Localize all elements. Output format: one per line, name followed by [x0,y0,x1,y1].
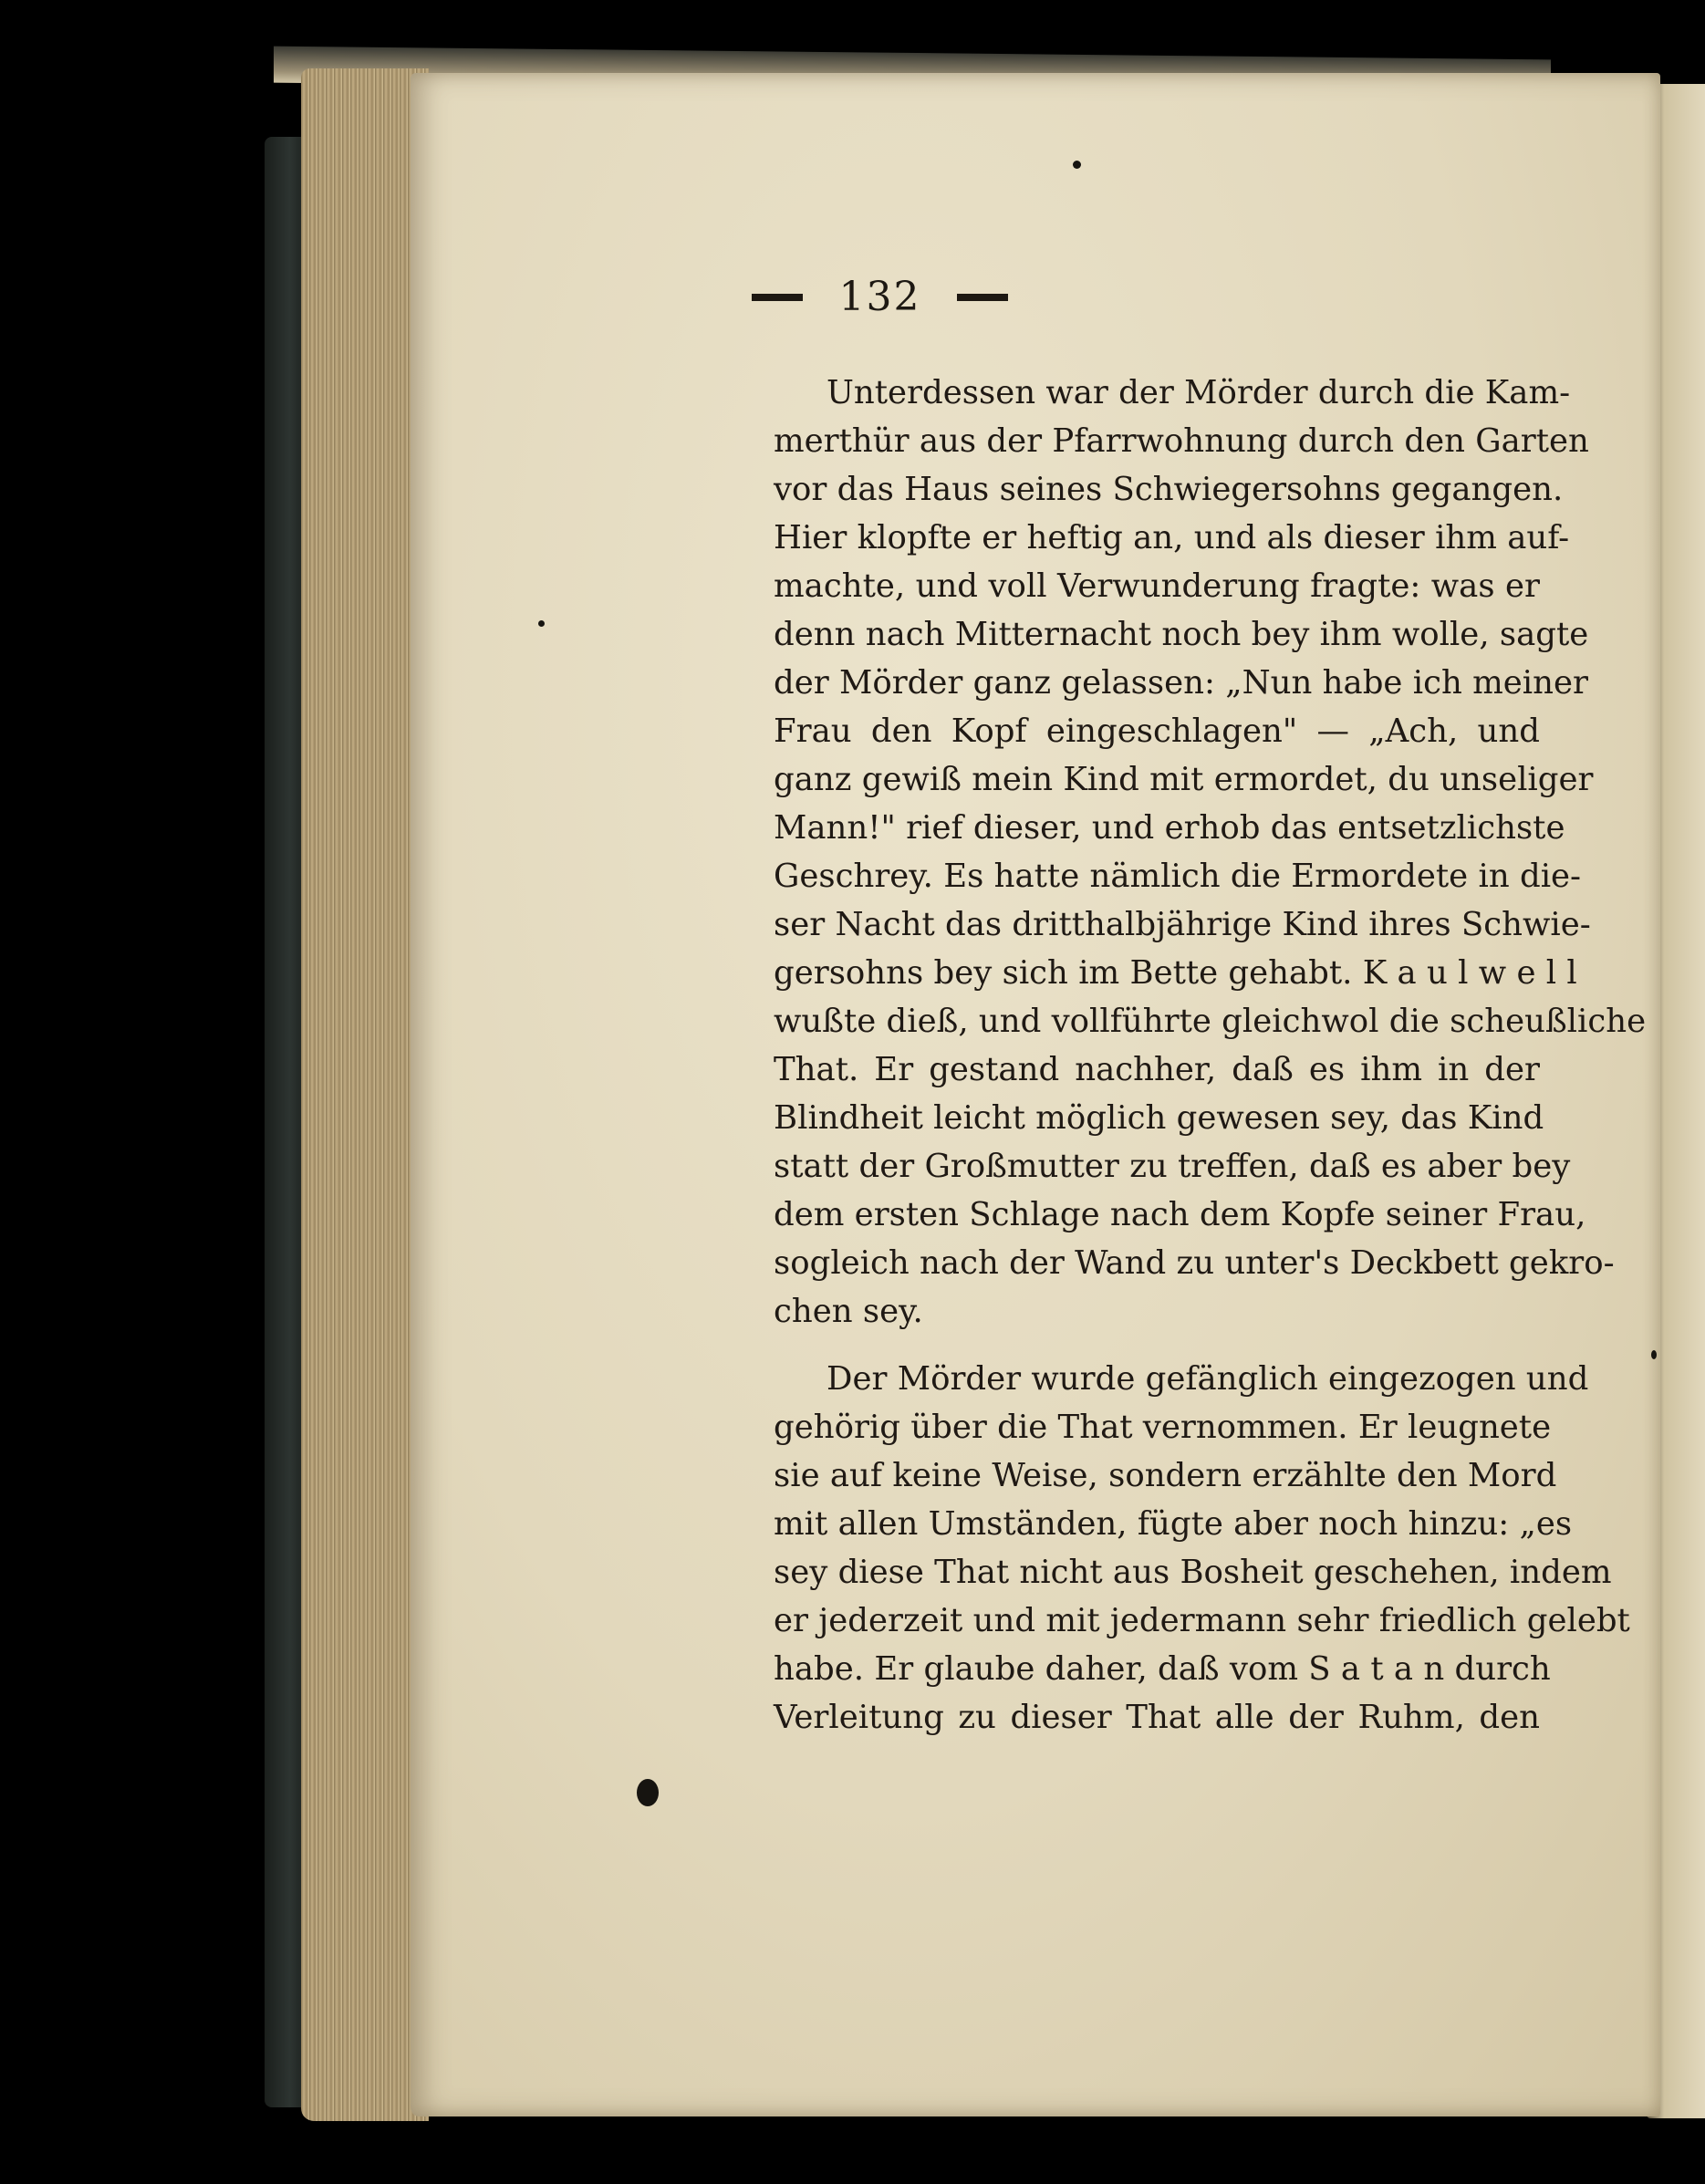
text-line: Blindheit leicht möglich gewesen sey, das Kind [774,1099,1544,1137]
ink-speck [538,620,545,627]
text-line: chen sey. [774,1293,923,1330]
text-line: sey diese That nicht aus Bosheit geschehen, indem [774,1554,1612,1591]
page-block-edges [301,68,429,2121]
text-line: Frau den Kopf eingeschlagen" — „Ach, und [774,712,1540,750]
text-line: habe. Er glaube daher, daß vom S a t a n durch [774,1650,1551,1688]
text-line: der Mörder ganz gelassen: „Nun habe ich meiner [774,664,1588,702]
text-line: Hier klopfte er heftig an, und als dieser ihm auf- [774,519,1570,556]
ink-spot [637,1779,659,1806]
text-line: vor das Haus seines Schwiegersohns gegangen. [774,471,1564,508]
header-dash-right [957,294,1008,301]
text-line: mit allen Umständen, fügte aber noch hinzu: „es [774,1505,1573,1543]
ink-speck [1073,161,1081,169]
text-line: gersohns bey sich im Bette gehabt. K a u l w e l l [774,954,1577,992]
text-line: ser Nacht das dritthalbjährige Kind ihres Schwie- [774,906,1591,943]
text-line: Unterdessen war der Mörder durch die Kam- [827,374,1571,411]
text-line: wußte dieß, und vollführte gleichwol die scheußliche [774,1003,1647,1040]
text-line: sogleich nach der Wand zu unter's Deckbett gekro- [774,1244,1615,1282]
text-line: Verleitung zu dieser That alle der Ruhm, den [774,1699,1540,1736]
paragraph-2 [774,1355,1630,1742]
page-header [0,274,1705,320]
text-line: machte, und voll Verwunderung fragte: was er [774,567,1540,605]
header-dash-left [752,294,803,301]
text-line: sie auf keine Weise, sondern erzählte den Mord [774,1457,1557,1494]
text-line: statt der Großmutter zu treffen, daß es aber bey [774,1148,1571,1185]
text-line: ganz gewiß mein Kind mit ermordet, du unseliger [774,761,1594,798]
page-number: 132 [838,274,921,320]
text-line: That. Er gestand nachher, daß es ihm in der [774,1051,1540,1088]
paragraph-1 [774,369,1647,1336]
text-line: er jederzeit und mit jedermann sehr friedlich gelebt [774,1602,1630,1639]
text-line: denn nach Mitternacht noch bey ihm wolle, sagte [774,616,1589,653]
text-line: gehörig über die That vernommen. Er leugnete [774,1409,1552,1446]
text-line: Mann!" rief dieser, und erhob das entsetzlichste [774,809,1565,847]
text-line: dem ersten Schlage nach dem Kopfe seiner Frau, [774,1196,1586,1233]
text-line: merthür aus der Pfarrwohnung durch den Garten [774,422,1589,460]
text-line: Der Mörder wurde gefänglich eingezogen und [827,1360,1589,1398]
text-line: Geschrey. Es hatte nämlich die Ermordete in die- [774,858,1582,895]
ink-speck [1651,1350,1657,1359]
